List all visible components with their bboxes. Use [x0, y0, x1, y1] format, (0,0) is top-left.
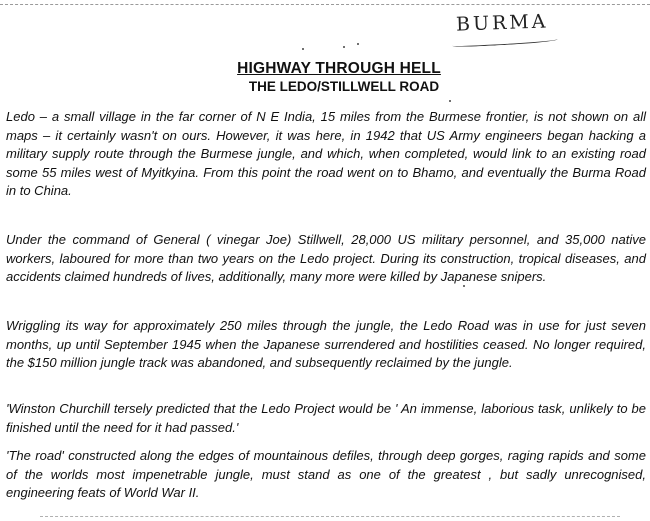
scan-speck: [302, 48, 304, 50]
bottom-scan-edge: [40, 516, 620, 517]
handwritten-underline: [452, 37, 558, 48]
scan-speck: [343, 46, 345, 48]
paragraph-stillwell-command: Under the command of General ( vinegar Joe) Stillwell, 28,000 US military personnel, and 35,000 native workers, laboured for more than two years on the Ledo project. During its construction, tropical diseases, and accidents claimed hundreds of lives, additionally, many more were killed by Japanese snipers.: [6, 232, 646, 284]
paragraph-ledo-intro: Ledo – a small village in the far corner of N E India, 15 miles from the Burmese frontier, is not shown on all maps – it certainly wasn't on ours. However, it was here, in 1942 that US Army engineers began hacking a military supply route through the Burmese jungle, and which, when completed, would link to an existing road some 55 miles west of Myitkyina. From this point the road went on to Bhamo, and eventually the Burma Road in to China.: [6, 109, 646, 198]
top-scan-edge: [0, 4, 650, 5]
document-subtitle: THE LEDO/STILLWELL ROAD: [248, 79, 440, 94]
scan-speck: [449, 100, 451, 102]
paragraph-road-use: Wriggling its way for approximately 250 miles through the jungle, the Ledo Road was in use for just seven months, up until September 1945 when the Japanese surrendered and hostilities ceased. No longer required, the $150 million jungle track was abandoned, and subsequently reclaimed by the jungle.: [6, 318, 646, 370]
paragraph-engineering-feat: 'The road' constructed along the edges of mountainous defiles, through deep gorges, raging rapids and some of the worlds most impenetrable jungle, must stand as one of the greatest , but sadly unrecognised, engineering feats of World War II.: [6, 448, 646, 500]
scan-speck: [357, 43, 359, 45]
document-title: HIGHWAY THROUGH HELL: [237, 60, 441, 77]
handwritten-annotation: BURMA: [455, 10, 549, 36]
paragraph-churchill-quote: 'Winston Churchill tersely predicted that the Ledo Project would be ' An immense, laborious task, unlikely to be finished until the need for it had passed.': [6, 401, 646, 435]
